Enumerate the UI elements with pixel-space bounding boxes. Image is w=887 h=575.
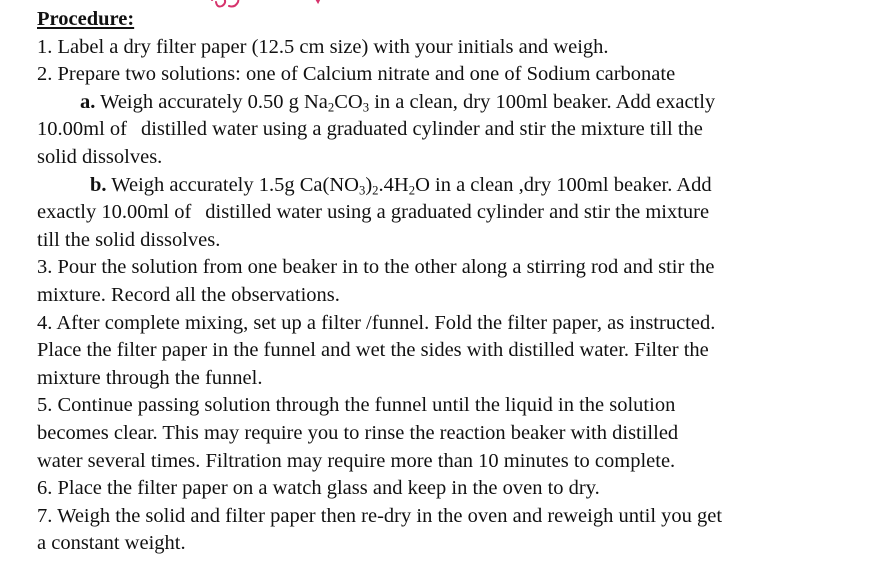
step-2b-sub-2: 2 — [372, 183, 379, 198]
step-4-line-3: mixture through the funnel. — [37, 366, 263, 389]
step-2a-sub-1: 2 — [327, 100, 335, 115]
step-2a-line-3: solid dissolves. — [37, 145, 163, 168]
step-5-line-1: 5. Continue passing solution through the funnel until the liquid in the solution — [37, 394, 676, 417]
step-2b-text-2: ) — [365, 173, 373, 196]
step-3-line-2: mixture. Record all the observations. — [37, 283, 340, 306]
step-2a-text-1: Weigh accurately 0.50 g Na — [95, 90, 328, 113]
step-2a-line-2 — [37, 116, 882, 144]
step-2b-line-3: till the solid dissolves. — [37, 228, 221, 251]
step-2b-label: b. — [90, 173, 107, 196]
step-4-line-2: Place the filter paper in the funnel and wet the sides with distilled water. Filter the — [37, 339, 709, 362]
step-2: 2. Prepare two solutions: one of Calcium nitrate and one of Sodium carbonate — [37, 63, 676, 86]
step-2a-line-2-end: distilled water using a graduated cylinder and stir the mixture till the — [140, 118, 703, 141]
step-2b-text-1: Weigh accurately 1.5g Ca(NO — [106, 173, 359, 196]
procedure-heading: Procedure: — [37, 8, 135, 30]
step-2b-text-3: .4H — [378, 173, 409, 196]
step-5-line-2: becomes clear. This may require you to rinse the reaction beaker with distilled — [37, 421, 679, 444]
step-2b-sub-1: 3 — [358, 183, 366, 198]
step-2a-line-2-start: 10.00ml of — [37, 118, 127, 141]
step-2b-line-2-start: exactly 10.00ml of — [37, 201, 192, 224]
step-1: 1. Label a dry filter paper (12.5 cm size) with your initials and weigh. — [37, 35, 609, 58]
step-2b-line-2-end: distilled water using a graduated cylinder and stir the mixture — [205, 201, 710, 224]
step-2b-text-4: O in a clean ,dry 100ml beaker. Add — [415, 173, 712, 196]
step-2a-sub-2: 3 — [362, 100, 370, 115]
procedure-text — [37, 6, 882, 558]
step-2a-line-1 — [37, 89, 882, 117]
step-2b-line-2 — [37, 199, 882, 227]
step-6: 6. Place the filter paper on a watch glass and keep in the oven to dry. — [37, 477, 600, 500]
step-3-line-1: 3. Pour the solution from one beaker in to the other along a stirring rod and stir the — [37, 256, 715, 279]
step-2b-sub-3: 2 — [408, 183, 416, 198]
step-2a-label: a. — [80, 90, 96, 113]
step-7-line-2: a constant weight. — [37, 532, 186, 555]
step-5-line-3: water several times. Filtration may require more than 10 minutes to complete. — [37, 449, 676, 472]
step-2a-text-3: in a clean, dry 100ml beaker. Add exactly — [369, 90, 716, 113]
step-7-line-1: 7. Weigh the solid and filter paper then re-dry in the oven and reweigh until you get — [37, 504, 723, 527]
step-2b-line-1 — [37, 172, 882, 200]
step-2a-text-2: CO — [334, 90, 363, 113]
step-4-line-1: 4. After complete mixing, set up a filter /funnel. Fold the filter paper, as instructed. — [37, 311, 716, 334]
